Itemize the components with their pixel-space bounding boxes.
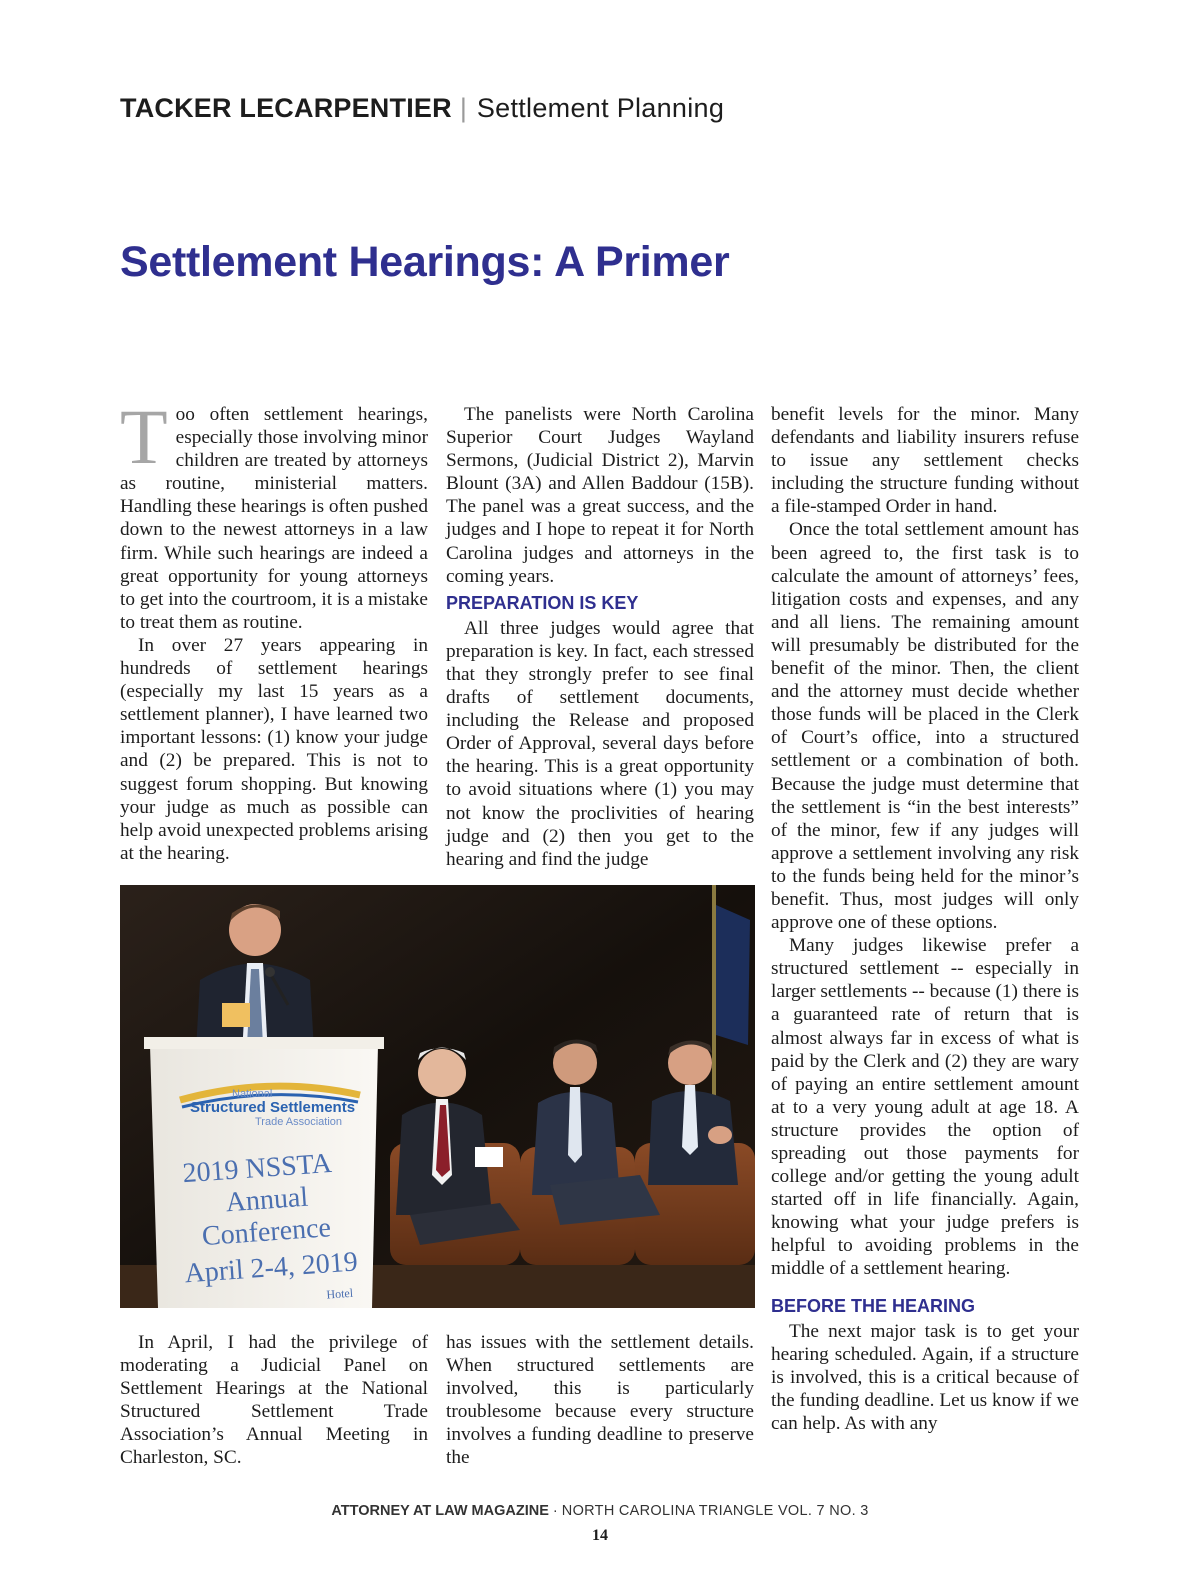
paragraph: has issues with the settlement details. When structured settlements are involved, this is particularly troublesome because every structure involves a funding deadline to preserve the [446,1332,754,1469]
header-separator: | [459,93,467,123]
podium-line-4: April 2-4, 2019 [183,1246,359,1290]
author-name: TACKER LECARPENTIER [120,93,452,123]
podium-logo-top: National [232,1088,273,1100]
column-3 [771,403,1079,1435]
column-2-bottom [446,1331,754,1470]
conference-photo [120,885,755,1308]
podium-logo-main: Structured Settlements [190,1099,356,1116]
podium-line-2: Annual [224,1181,310,1219]
paragraph: The panelists were North Carolina Superior Court Judges Wayland Sermons, (Judicial District 2), Marvin Blount (3A) and Allen Baddour (15B). The panel was a great success, and the judges and I hope to repeat it for North Carolina judges and attorneys in the coming years. [446,404,754,587]
podium-line-1: 2019 NSSTA [181,1147,333,1190]
paragraph: In over 27 years appearing in hundreds of settlement hearings (especially my last 15 years as a settlement planner), I have learned two important lessons: (1) know your judge and (2) be prepared. This is not to suggest forum shopping. But knowing your judge as much as possible can help avoid unexpected problems arising at the hearing. [120,634,428,864]
magazine-name: ATTORNEY AT LAW MAGAZINE [331,1503,549,1519]
section-heading-before-hearing: BEFORE THE HEARING [771,1295,976,1316]
page-footer [0,1503,1200,1519]
paragraph: In April, I had the privilege of moderating a Judicial Panel on Settlement Hearings at the National Structured Settlement Trade Association’s Annual Meeting in Charleston, SC. [120,1332,428,1469]
paragraph: Once the total settlement amount has been agreed to, the first task is to calculate the amount of attorneys’ fees, litigation costs and expenses, and any and all liens. The remaining amount will presumably be distributed for the benefit of the minor. Then, the client and the attorney must decide whether those funds will be placed in the Clerk of Court’s office, into a structured settlement or a combination of both. Because the judge must determine that the settlement is “in the best interests” of the minor, few if any judges will approve a settlement involving any risk to the funds being held for the minor’s benefit. Thus, most judges will only approve one of these options. [771,519,1079,934]
article-title: Settlement Hearings: A Primer [120,238,730,286]
column-1 [120,393,428,865]
footer-dot: · [552,1503,558,1519]
paragraph: The next major task is to get your hearing scheduled. Again, if a structure is involved, this is a critical because of the funding deadline. Let us know if we can help. As with any [771,1320,1079,1434]
intro-text: oo often settlement hearings, especially those involving minor children are treated by attorneys as routine, ministerial matters. Handling these hearings is often pushed down to the newest attorneys in a law firm. While such hearings are indeed a great opportunity for young attorneys to get into the courtroom, it is a mistake to treat them as routine. [120,404,428,633]
column-1-bottom [120,1331,428,1470]
paragraph: All three judges would agree that preparation is key. In fact, each stressed that they strongly prefer to see final drafts of settlement documents, including the Release and proposed Order of Approval, several days before the hearing. This is a great opportunity to avoid situations where (1) you may not know the proclivities of hearing judge and (2) then you get to the hearing and find the judge [446,617,754,870]
running-header [120,93,724,124]
paragraph: Many judges likewise prefer a structured settlement -- especially in larger settlements -- because (1) there is a guaranteed rate of return that is almost always far in excess of what is paid by the Clerk and (2) they are wary of paying an entire settlement amount at to a very young adult at age 18. A structure provides the option of spreading out those payments for college and/or getting the young adult started off in life financially. Again, knowing what your judge prefers is helpful to avoiding problems in the middle of a settlement hearing. [771,935,1080,1280]
column-2 [446,403,754,871]
paragraph: benefit levels for the minor. Many defendants and liability insurers refuse to issue any settlement checks including the structure funding without a file-stamped Order in hand. [771,404,1079,518]
publication-info: NORTH CAROLINA TRIANGLE VOL. 7 NO. 3 [561,1503,869,1519]
section-heading-preparation: PREPARATION IS KEY [446,592,639,613]
podium-line-5: Hotel [325,1285,354,1302]
photo-illustration [120,885,755,1308]
section-name: Settlement Planning [476,93,725,123]
page-number: 14 [592,1527,608,1544]
podium-line-3: Conference [200,1212,332,1253]
drop-cap: T [120,393,168,480]
podium-logo-sub: Trade Association [255,1116,343,1128]
intro-paragraph [120,393,428,634]
